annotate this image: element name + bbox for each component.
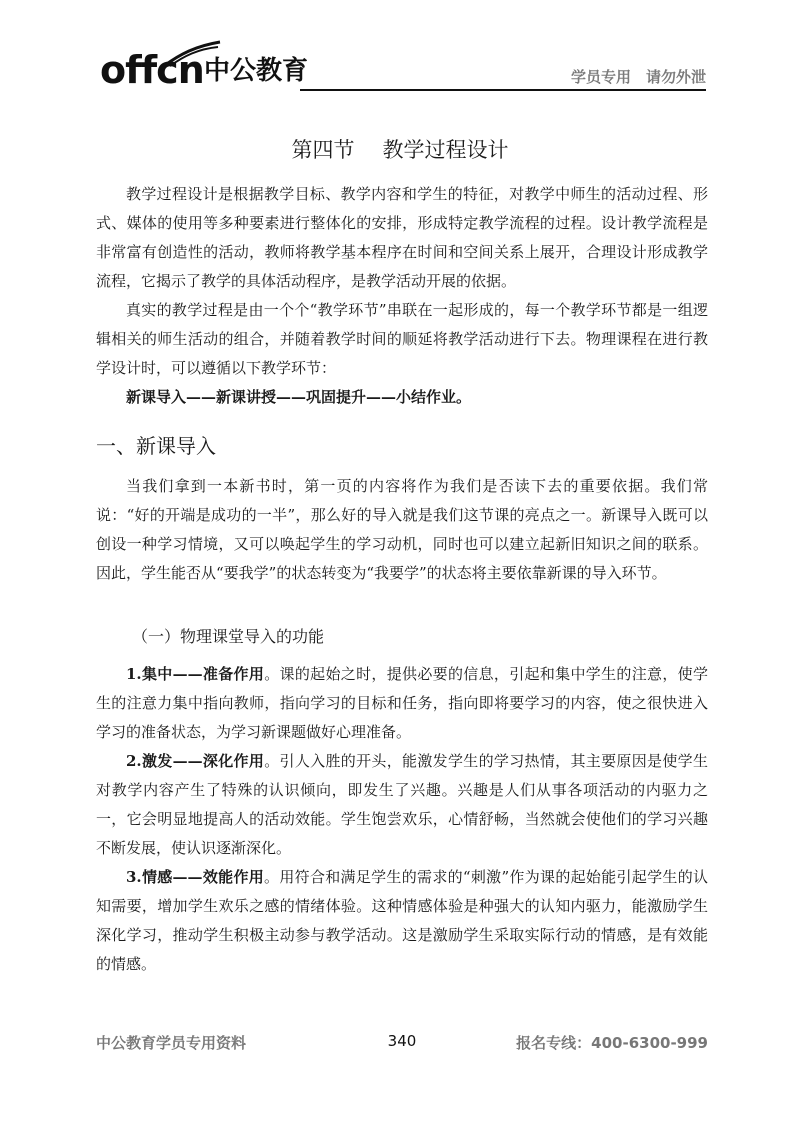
- page-number: 340: [387, 1032, 417, 1050]
- function-text: 。用符合和满足学生的需求的“刺激”作为课的起始能引起学生的认知需要，增加学生欢乐之感的情绪体验。这种情感体验是种强大的认知内驱力，能激励学生深化学习，推动学生积极主动参与教学活动。这是激励学生采取实际行动的情感，是有效能的情感。: [96, 868, 708, 973]
- page-footer: [96, 1032, 708, 1056]
- function-text: 。课的起始之时，提供必要的信息，引起和集中学生的注意，使学生的注意力集中指向教师，指向学习的目标和任务，指向即将要学习的内容，使之很快进入学习的准备状态，为学习新课题做好心理准备。: [96, 665, 708, 741]
- function-item: [96, 660, 708, 747]
- footer-source: 中公教育学员专用资料: [96, 1034, 247, 1052]
- function-item: [96, 747, 708, 863]
- function-list: [96, 660, 708, 979]
- logo-wordmark: offcn: [100, 48, 204, 92]
- header-notice: 学员专用 请勿外泄: [570, 68, 706, 86]
- section1-paragraph: 当我们拿到一本新书时，第一页的内容将作为我们是否读下去的重要依据。我们常说：“好的开端是成功的一半”，那么好的导入就是我们这节课的亮点之一。新课导入既可以创设一种学习情境，又可以唤起学生的学习动机，同时也可以建立起新旧知识之间的联系。因此，学生能否从“要我学”的状态转变为“我要学”的状态将主要依靠新课的导入环节。: [96, 477, 708, 582]
- subsection-heading: （一）物理课堂导入的功能: [132, 627, 325, 646]
- function-text: 。引人入胜的开头，能激发学生的学习热情，其主要原因是使学生对教学内容产生了特殊的认识倾向，即发生了兴趣。兴趣是人们从事各项活动的内驱力之一，它会明显地提高人的活动效能。学生饱尝欢乐，心情舒畅，当然就会使他们的学习兴趣不断发展，使认识逐渐深化。: [96, 752, 708, 857]
- header-rule: [300, 89, 706, 91]
- intro-paragraph-2: 真实的教学过程是由一个个“教学环节”串联在一起形成的，每一个教学环节都是一组逻辑相关的师生活动的组合，并随着教学时间的顺延将教学活动进行下去。物理课程在进行教学设计时，可以遵循以下教学环节：: [96, 301, 708, 377]
- section1-intro: [96, 472, 708, 588]
- teaching-flow: 新课导入——新课讲授——巩固提升——小结作业。: [126, 388, 472, 406]
- function-label: 1.集中——准备作用: [126, 665, 265, 683]
- function-item: [96, 863, 708, 979]
- footer-hotline: 报名专线：400-6300-999: [516, 1034, 708, 1052]
- function-label: 3.情感——效能作用: [126, 868, 265, 886]
- intro-block: [96, 180, 708, 412]
- section-heading: 一、新课导入: [96, 434, 216, 458]
- logo-chinese: 中公教育: [204, 56, 309, 86]
- page-title: [0, 134, 800, 164]
- section-number: 第四节: [291, 138, 355, 162]
- page-header: [100, 40, 706, 92]
- intro-paragraph-1: 教学过程设计是根据教学目标、教学内容和学生的特征，对教学中师生的活动过程、形式、媒体的使用等多种要素进行整体化的安排，形成特定教学流程的过程。设计教学流程是非常富有创造性的活动，教师将教学基本程序在时间和空间关系上展开，合理设计形成教学流程，它揭示了教学的具体活动程序，是教学活动开展的依据。: [96, 185, 708, 290]
- function-label: 2.激发——深化作用: [126, 752, 265, 770]
- section-name: 教学过程设计: [382, 138, 509, 162]
